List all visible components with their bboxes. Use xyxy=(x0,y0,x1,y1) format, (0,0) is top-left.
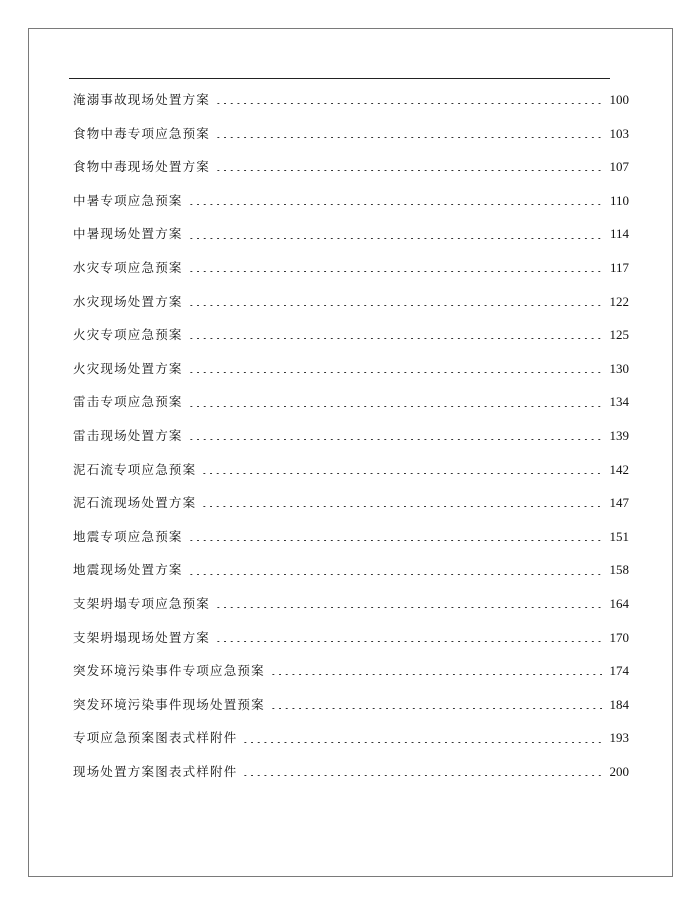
toc-page-number: 164 xyxy=(609,595,629,611)
toc-dot-leader xyxy=(188,305,602,306)
toc-entry-title: 地震专项应急预案 xyxy=(73,528,183,544)
toc-page-number: 151 xyxy=(609,528,629,544)
toc-entry-title: 地震现场处置方案 xyxy=(73,562,183,578)
toc-dot-leader xyxy=(215,170,602,171)
toc-dot-leader xyxy=(188,574,602,575)
toc-entry-title: 支架坍塌专项应急预案 xyxy=(73,595,211,611)
toc-page-number: 107 xyxy=(609,159,629,175)
toc-entry-title: 食物中毒专项应急预案 xyxy=(73,125,211,141)
toc-page-number: 158 xyxy=(609,562,629,578)
toc-entry-title: 专项应急预案图表式样附件 xyxy=(73,730,238,746)
toc-entry-title: 火灾专项应急预案 xyxy=(73,327,183,343)
toc-dot-leader xyxy=(201,473,602,474)
toc-dot-leader xyxy=(188,238,602,239)
toc-page-number: 110 xyxy=(609,192,629,208)
toc-entry-title: 中暑现场处置方案 xyxy=(73,226,183,242)
toc-dot-leader xyxy=(188,338,602,339)
toc-dot-leader xyxy=(201,506,602,507)
table-of-contents xyxy=(73,83,629,788)
toc-dot-leader xyxy=(270,708,602,709)
toc-entry-title: 雷击现场处置方案 xyxy=(73,427,183,443)
toc-entry[interactable] xyxy=(73,117,629,151)
toc-entry-title: 泥石流专项应急预案 xyxy=(73,461,197,477)
toc-page-number: 184 xyxy=(609,696,629,712)
toc-entry[interactable] xyxy=(73,486,629,520)
toc-entry[interactable] xyxy=(73,352,629,386)
toc-entry-title: 支架坍塌现场处置方案 xyxy=(73,629,211,645)
toc-entry[interactable] xyxy=(73,553,629,587)
toc-entry-title: 雷击专项应急预案 xyxy=(73,394,183,410)
toc-entry-title: 淹溺事故现场处置方案 xyxy=(73,92,211,107)
toc-entry[interactable] xyxy=(73,184,629,218)
toc-entry-title: 突发环境污染事件现场处置预案 xyxy=(73,696,265,712)
toc-page-number: 134 xyxy=(609,394,629,410)
toc-page-number: 103 xyxy=(609,125,629,141)
toc-entry[interactable] xyxy=(73,520,629,554)
toc-entry-title: 突发环境污染事件专项应急预案 xyxy=(73,663,265,679)
toc-dot-leader xyxy=(215,103,602,104)
toc-page-number: 100 xyxy=(609,92,629,107)
toc-entry[interactable] xyxy=(73,419,629,453)
toc-dot-leader xyxy=(188,406,602,407)
toc-entry[interactable] xyxy=(73,755,629,789)
toc-page-number: 114 xyxy=(609,226,629,242)
toc-dot-leader xyxy=(242,775,602,776)
toc-page-number: 200 xyxy=(609,763,629,779)
toc-entry-title: 食物中毒现场处置方案 xyxy=(73,159,211,175)
toc-entry[interactable] xyxy=(73,453,629,487)
toc-entry[interactable] xyxy=(73,721,629,755)
toc-entry-title: 泥石流现场处置方案 xyxy=(73,495,197,511)
toc-entry-title: 水灾现场处置方案 xyxy=(73,293,183,309)
toc-entry[interactable] xyxy=(73,654,629,688)
toc-page-number: 147 xyxy=(609,495,629,511)
toc-entry[interactable] xyxy=(73,621,629,655)
toc-dot-leader xyxy=(270,674,602,675)
toc-page-number: 117 xyxy=(609,259,629,275)
toc-dot-leader xyxy=(188,271,602,272)
toc-page-number: 193 xyxy=(609,730,629,746)
toc-dot-leader xyxy=(242,742,602,743)
toc-entry[interactable] xyxy=(73,385,629,419)
toc-page-number: 174 xyxy=(609,663,629,679)
toc-dot-leader xyxy=(188,439,602,440)
toc-dot-leader xyxy=(215,641,602,642)
toc-dot-leader xyxy=(215,607,602,608)
toc-entry-title: 水灾专项应急预案 xyxy=(73,259,183,275)
toc-dot-leader xyxy=(215,137,602,138)
toc-page-number: 139 xyxy=(609,427,629,443)
toc-entry[interactable] xyxy=(73,688,629,722)
toc-entry[interactable] xyxy=(73,83,629,117)
toc-dot-leader xyxy=(188,204,602,205)
toc-dot-leader xyxy=(188,540,602,541)
header-rule xyxy=(69,78,610,79)
toc-page-number: 130 xyxy=(609,360,629,376)
toc-entry-title: 火灾现场处置方案 xyxy=(73,360,183,376)
toc-page-number: 170 xyxy=(609,629,629,645)
toc-entry[interactable] xyxy=(73,587,629,621)
toc-entry[interactable] xyxy=(73,150,629,184)
toc-page-number: 142 xyxy=(609,461,629,477)
toc-entry-title: 现场处置方案图表式样附件 xyxy=(73,763,238,779)
toc-entry[interactable] xyxy=(73,251,629,285)
toc-entry[interactable] xyxy=(73,318,629,352)
toc-entry[interactable] xyxy=(73,285,629,319)
toc-page-number: 122 xyxy=(609,293,629,309)
toc-page-number: 125 xyxy=(609,327,629,343)
toc-dot-leader xyxy=(188,372,602,373)
toc-entry-title: 中暑专项应急预案 xyxy=(73,192,183,208)
toc-entry[interactable] xyxy=(73,217,629,251)
